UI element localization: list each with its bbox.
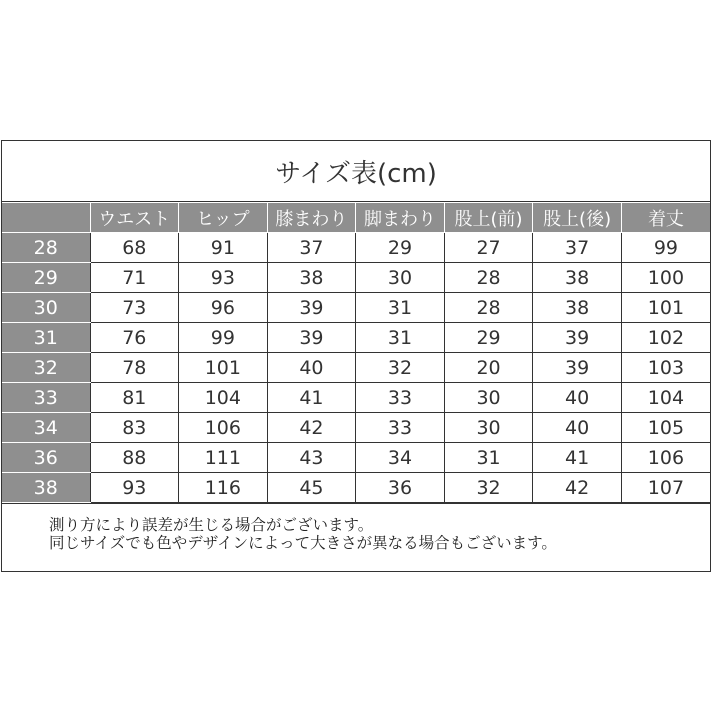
- table-cell: 38: [533, 293, 622, 323]
- row-header-size: 34: [2, 413, 90, 443]
- table-cell: 39: [533, 323, 622, 353]
- row-header-size: 30: [2, 293, 90, 323]
- size-chart: [1, 140, 711, 572]
- row-header-size: 28: [2, 233, 90, 263]
- table-cell: 41: [533, 443, 622, 473]
- table-cell: 42: [533, 473, 622, 503]
- table-cell: 41: [267, 383, 356, 413]
- table-cell: 99: [621, 233, 710, 263]
- table-cell: 116: [179, 473, 268, 503]
- column-header-hip: ヒップ: [179, 203, 268, 233]
- table-cell: 105: [621, 413, 710, 443]
- table-cell: 39: [533, 353, 622, 383]
- table-row: [2, 383, 710, 413]
- column-header-knee: 膝まわり: [267, 203, 356, 233]
- table-row: [2, 473, 710, 503]
- table-cell: 43: [267, 443, 356, 473]
- table-cell: 106: [621, 443, 710, 473]
- table-cell: 30: [444, 413, 533, 443]
- table-cell: 38: [533, 263, 622, 293]
- corner-cell: [2, 203, 90, 233]
- table-cell: 37: [267, 233, 356, 263]
- table-row: [2, 263, 710, 293]
- table-cell: 99: [179, 323, 268, 353]
- row-header-size: 33: [2, 383, 90, 413]
- table-cell: 91: [179, 233, 268, 263]
- table-cell: 42: [267, 413, 356, 443]
- table-row: [2, 293, 710, 323]
- table-cell: 38: [267, 263, 356, 293]
- note-line: 測り方により誤差が生じる場合がございます。: [49, 516, 374, 534]
- row-header-size: 31: [2, 323, 90, 353]
- size-table: [2, 202, 710, 503]
- table-cell: 71: [90, 263, 179, 293]
- table-row: [2, 353, 710, 383]
- table-cell: 103: [621, 353, 710, 383]
- table-cell: 93: [179, 263, 268, 293]
- table-cell: 28: [444, 293, 533, 323]
- table-cell: 36: [356, 473, 445, 503]
- table-cell: 29: [356, 233, 445, 263]
- row-header-size: 29: [2, 263, 90, 293]
- table-cell: 33: [356, 413, 445, 443]
- table-cell: 96: [179, 293, 268, 323]
- table-cell: 101: [179, 353, 268, 383]
- table-cell: 30: [356, 263, 445, 293]
- table-row: [2, 323, 710, 353]
- column-header-length: 着丈: [621, 203, 710, 233]
- table-cell: 106: [179, 413, 268, 443]
- table-cell: 34: [356, 443, 445, 473]
- table-cell: 28: [444, 263, 533, 293]
- table-cell: 40: [533, 383, 622, 413]
- size-chart-title: サイズ表(cm): [2, 141, 710, 202]
- table-cell: 100: [621, 263, 710, 293]
- table-cell: 68: [90, 233, 179, 263]
- table-cell: 104: [179, 383, 268, 413]
- table-cell: 78: [90, 353, 179, 383]
- table-cell: 33: [356, 383, 445, 413]
- table-cell: 31: [356, 293, 445, 323]
- note-line: 同じサイズでも色やデザインによって大きさが異なる場合もございます。: [49, 534, 557, 552]
- table-cell: 40: [533, 413, 622, 443]
- column-header-back-rise: 股上(後): [533, 203, 622, 233]
- table-cell: 111: [179, 443, 268, 473]
- column-header-waist: ウエスト: [90, 203, 179, 233]
- table-cell: 73: [90, 293, 179, 323]
- row-header-size: 36: [2, 443, 90, 473]
- column-header-hem: 脚まわり: [356, 203, 445, 233]
- table-cell: 88: [90, 443, 179, 473]
- table-cell: 102: [621, 323, 710, 353]
- table-cell: 39: [267, 293, 356, 323]
- table-cell: 101: [621, 293, 710, 323]
- table-cell: 31: [444, 443, 533, 473]
- table-cell: 45: [267, 473, 356, 503]
- table-cell: 29: [444, 323, 533, 353]
- table-cell: 30: [444, 383, 533, 413]
- table-cell: 40: [267, 353, 356, 383]
- header-row: [2, 203, 710, 233]
- row-header-size: 38: [2, 473, 90, 503]
- table-cell: 37: [533, 233, 622, 263]
- table-cell: 83: [90, 413, 179, 443]
- table-row: [2, 233, 710, 263]
- table-cell: 32: [444, 473, 533, 503]
- notes: [2, 503, 710, 552]
- table-cell: 31: [356, 323, 445, 353]
- table-cell: 39: [267, 323, 356, 353]
- table-cell: 76: [90, 323, 179, 353]
- table-cell: 93: [90, 473, 179, 503]
- row-header-size: 32: [2, 353, 90, 383]
- table-row: [2, 413, 710, 443]
- table-cell: 27: [444, 233, 533, 263]
- table-cell: 20: [444, 353, 533, 383]
- column-header-front-rise: 股上(前): [444, 203, 533, 233]
- table-cell: 81: [90, 383, 179, 413]
- table-cell: 107: [621, 473, 710, 503]
- table-row: [2, 443, 710, 473]
- table-cell: 104: [621, 383, 710, 413]
- table-cell: 32: [356, 353, 445, 383]
